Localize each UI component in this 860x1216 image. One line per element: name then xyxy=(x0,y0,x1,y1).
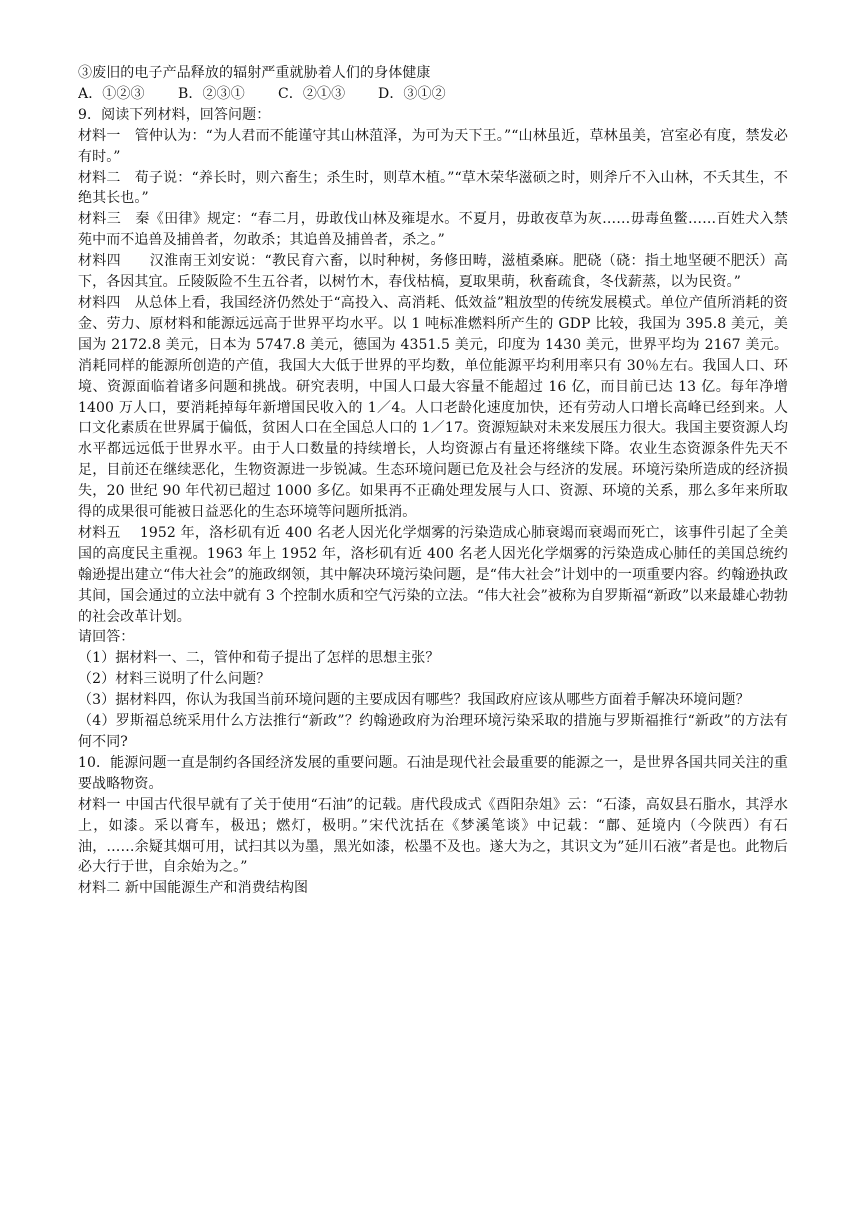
material-5: 材料五 1952 年，洛杉矶有近 400 名老人因光化学烟雾的污染造成心肺衰竭而衰竭而死亡，该事件引起了全美国的高度民主重视。1963 年上 1952 年，洛杉矶有近 400 名老人因光化学烟雾的污染造成心肺任的美国总统约翰逊提出建立“伟大社会”的施政纲领，其中解决环境污染问题，是“伟大社会”计划中的一项重要内容。约翰逊执政其间，国会通过的立法中就有 3 个控制水质和空气污染的立法。“伟大社会”被称为自罗斯福“新政”以来最雄心勃勃的社会改革计划。 xyxy=(78,524,788,625)
answer-options xyxy=(78,84,788,105)
question-10-material-2: 材料二 新中国能源生产和消费结构图 xyxy=(78,880,309,897)
question-10-material-1: 材料一 中国古代很早就有了关于使用“石油”的记载。唐代段成式《酉阳杂俎》云：“石漆，高奴县石脂水，其浮水上，如漆。采以膏车，极迅；燃灯，极明。”宋代沈括在《梦溪笔谈》中记载：“鄜、延境内（今陕西）有石油，……余疑其烟可用，试扫其以为墨，黑光如漆，松墨不及也。遂大为之，其识文为”延川石液”者是也。此物后必大行于世，自余始为之。” xyxy=(78,796,788,876)
option-c: C．②①③ xyxy=(278,85,346,102)
question-9-title: 9．阅读下列材料，回答问题： xyxy=(78,106,271,123)
sub-question-1: （1）据材料一、二，管仲和荀子提出了怎样的思想主张？ xyxy=(78,650,440,667)
option-b: B．②③① xyxy=(178,85,245,102)
please-answer: 请回答： xyxy=(78,629,135,646)
material-4-liuan: 材料四 汉淮南王刘安说：“教民育六畜，以时种树，务修田畴，滋植桑麻。肥硗（硗：指土地坚硬不肥沃）高下，各因其宜。丘陵阪险不生五谷者，以树竹木，春伐枯槁，夏取果萌，秋畜疏食，冬伐薪蒸，以为民资。” xyxy=(78,253,788,291)
material-1: 材料一 管仲认为：“为人君而不能谨守其山林菹泽，为可为天下王。”“山林虽近，草林虽美，宫室必有度，禁发必有时。” xyxy=(78,127,788,165)
option-a: A．①②③ xyxy=(78,85,145,102)
option-d: D．③①② xyxy=(378,85,446,102)
material-2: 材料二 荀子说：“养长时，则六畜生；杀生时，则草木植。”“草木荣华滋硕之时，则斧斤不入山林，不夭其生，不绝其长也。” xyxy=(78,169,788,207)
statement-3: ③废旧的电子产品释放的辐射严重就胁着人们的身体健康 xyxy=(78,65,431,81)
material-4-economy: 材料四 从总体上看，我国经济仍然处于“高投入、高消耗、低效益”粗放型的传统发展模式。单位产值所消耗的资金、劳力、原材料和能源远远高于世界平均水平。以 1 吨标准燃料所产生的 GDP 比较，我国为 395.8 美元，美国为 2172.8 美元，日本为 5747.8 美元，德国为 4351.5 美元，印度为 1430 美元，世界平均为 2167 美元。消耗同样的能源所创造的产值，我国大大低于世界的平均数，单位能源平均利用率只有 30％左右。我国人口、环境、资源面临着诸多问题和挑战。研究表明，中国人口最大容量不能超过 16 亿，而目前已达 13 亿。每年净增 1400 万人口，要消耗掉每年新增国民收入的 1／4。人口老龄化速度加快，还有劳动人口增长高峰已经到来。人口文化素质在世界属于偏低，贫困人口在全国总人口的 1／17。资源短缺对未来发展压力很大。我国主要资源人均水平都远远低于世界水平。由于人口数量的持续增长，人均资源占有量还将继续下降。农业生态资源条件先天不足，目前还在继续恶化，生物资源进一步锐减。生态环境问题已危及社会与经济的发展。环境污染所造成的经济损失，20 世纪 90 年代初已超过 1000 多亿。如果再不正确处理发展与人口、资源、环境的关系，那么多年来所取得的成果很可能被日益恶化的生态环境等问题所抵消。 xyxy=(78,294,788,521)
sub-question-3: （3）据材料四，你认为我国当前环境问题的主要成因有哪些？我国政府应该从哪些方面着手解决环境问题？ xyxy=(78,692,750,709)
material-3: 材料三 秦《田律》规定：“春二月，毋敢伐山林及雍堤水。不夏月，毋敢夜草为灰……毋毒鱼鳖……百姓犬入禁苑中而不追兽及捕兽者，勿敢杀；其追兽及捕兽者，杀之。” xyxy=(78,211,788,249)
sub-question-4: （4）罗斯福总统采用什么方法推行“新政”？约翰逊政府为治理环境污染采取的措施与罗斯福推行“新政”的方法有何不同? xyxy=(78,713,788,750)
question-10: 10．能源问题一直是制约各国经济发展的重要问题。石油是现代社会最重要的能源之一，是世界各国共同关注的重要战略物资。 xyxy=(78,754,788,792)
document-page xyxy=(78,63,788,899)
sub-question-2: （2）材料三说明了什么问题？ xyxy=(78,671,271,688)
